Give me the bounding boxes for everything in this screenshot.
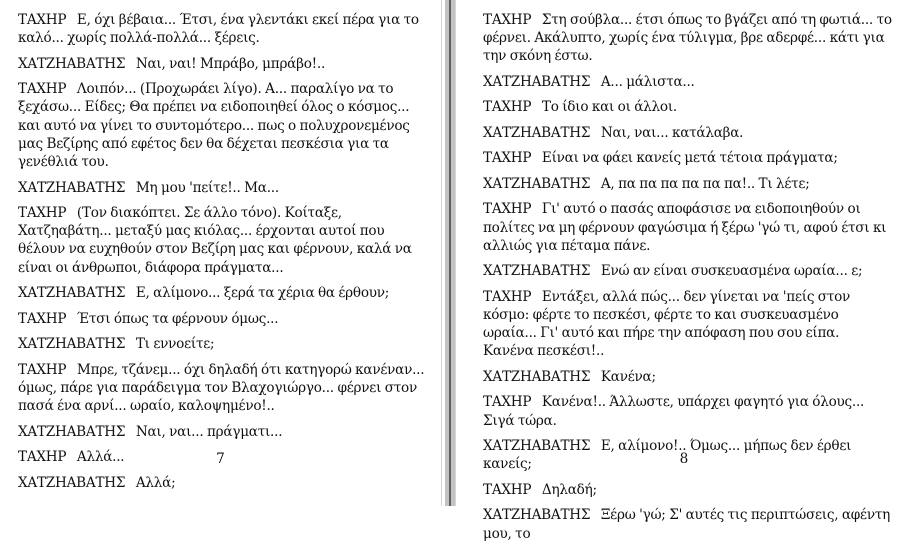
speaker-name: ΧΑΤΖΗΑΒΑΤΗΣ <box>483 368 591 385</box>
speaker-name: ΤΑΧΗΡ <box>483 99 532 116</box>
speaker-name: ΧΑΤΖΗΑΒΑΤΗΣ <box>483 175 591 192</box>
dialogue-text: Μπρε, τζάνεμ... όχι δηλαδή ότι κατηγορώ κανέναν... όμως, πάρε για παράδειγμα τον Βλαχογιώργο... φέρνει στον πασά ένα αρνί... ωραίο, καλοψημένο!.. <box>18 361 425 415</box>
dialogue-text: Λοιπόν... (Προχωράει λίγο). Α... παραλίγο να το ξεχάσω... Είδες; Θα πρέπει να ειδοποιηθεί όλος ο κόσμος... και αυτό να γίνει το συντομότερο... πως ο πολυχρονεμένος μας Βεζίρης από εφέτος δεν θα δέχεται πεσκέσια για τα γενέθλιά του. <box>18 81 410 171</box>
dialogue-text: Ναι, ναι... κατάλαβα. <box>600 124 744 141</box>
dialogue-paragraph <box>483 200 893 255</box>
page-7-content <box>18 11 428 499</box>
dialogue-paragraph <box>18 474 428 492</box>
dialogue-text: Ξέρω 'γώ; Σ' αυτές τις περιπτώσεις, αφέντη μου, το <box>483 507 891 542</box>
dialogue-paragraph <box>483 481 893 499</box>
speaker-name: ΧΑΤΖΗΑΒΑΤΗΣ <box>18 179 126 196</box>
dialogue-text: Ε, αλίμονο... ξερά τα χέρια θα έρθουν; <box>135 285 390 302</box>
speaker-name: ΧΑΤΖΗΑΒΑΤΗΣ <box>18 423 126 440</box>
speaker-name: ΤΑΧΗΡ <box>18 205 67 222</box>
dialogue-text: Είναι να φάει κανείς μετά τέτοια πράγματα; <box>541 150 838 167</box>
dialogue-paragraph <box>18 284 428 302</box>
dialogue-paragraph <box>18 80 428 171</box>
dialogue-paragraph <box>483 368 893 386</box>
dialogue-text: Στη σούβλα... έτσι όπως το βγάζει από τη φωτιά... το φέρνει. Ακάλυπτο, χωρίς ένα τύλιγμα, βρε αδερφέ... κάτι για την σκόνη έστω. <box>483 12 892 65</box>
dialogue-paragraph <box>483 288 893 361</box>
dialogue-paragraph <box>483 262 893 280</box>
speaker-name: ΤΑΧΗΡ <box>483 12 532 28</box>
speaker-name: ΤΑΧΗΡ <box>18 12 67 28</box>
dialogue-paragraph <box>18 361 428 416</box>
dialogue-text: Α... μάλιστα... <box>600 73 695 90</box>
speaker-name: ΧΑΤΖΗΑΒΑΤΗΣ <box>18 55 126 72</box>
dialogue-text: Κανένα!.. Άλλωστε, υπάρχει φαγητό για όλους... Σιγά τώρα. <box>483 394 865 429</box>
dialogue-paragraph <box>483 73 893 91</box>
page-separator-line <box>449 0 451 506</box>
dialogue-text: Ενώ αν είναι συσκευασμένα ωραία... ε; <box>600 263 863 280</box>
dialogue-paragraph <box>18 423 428 441</box>
dialogue-text: Ε, όχι βέβαια... Έτσι, ένα γλεντάκι εκεί πέρα για το καλό... χωρίς πολλά-πολλά... ξέρεις. <box>18 12 419 47</box>
speaker-name: ΤΑΧΗΡ <box>18 361 67 378</box>
dialogue-paragraph <box>18 335 428 353</box>
dialogue-text: Κανένα; <box>600 368 656 385</box>
dialogue-text: Αλλά... <box>76 449 125 466</box>
speaker-name: ΧΑΤΖΗΑΒΑΤΗΣ <box>18 285 126 302</box>
dialogue-text: Α, πα πα πα πα πα πα!.. Τι λέτε; <box>600 175 810 192</box>
speaker-name: ΧΑΤΖΗΑΒΑΤΗΣ <box>483 263 591 280</box>
dialogue-paragraph <box>18 179 428 197</box>
dialogue-text: (Τον διακόπτει. Σε άλλο τόνο). Κοίταξε, Χατζηαβάτη... μεταξύ μας κιόλας... έρχονται αυτοί που θέλουν να ευχηθούν στον Βεζίρη μας και φέρνουν, καλά να είναι οι άνθρωποι, διάφορα πράγματα... <box>18 205 412 276</box>
dialogue-paragraph <box>483 506 893 542</box>
dialogue-text: Ε, αλίμονο!.. Όμως... μήπως δεν έρθει κανείς; <box>483 438 852 473</box>
dialogue-text: Δηλαδή; <box>541 481 597 498</box>
speaker-name: ΤΑΧΗΡ <box>18 449 67 466</box>
dialogue-paragraph <box>18 204 428 277</box>
speaker-name: ΤΑΧΗΡ <box>483 481 532 498</box>
dialogue-text: Αλλά; <box>135 474 176 491</box>
dialogue-paragraph <box>483 124 893 142</box>
speaker-name: ΧΑΤΖΗΑΒΑΤΗΣ <box>483 507 591 524</box>
speaker-name: ΧΑΤΖΗΑΒΑΤΗΣ <box>483 438 591 455</box>
dialogue-paragraph <box>483 175 893 193</box>
dialogue-paragraph <box>18 55 428 73</box>
speaker-name: ΤΑΧΗΡ <box>483 288 532 305</box>
dialogue-text: Ναι, ναι... πράγματι... <box>135 423 283 440</box>
dialogue-text: Ναι, ναι! Μπράβο, μπράβο!.. <box>135 55 326 72</box>
dialogue-text: Έτσι όπως τα φέρνουν όμως... <box>76 310 279 327</box>
speaker-name: ΤΑΧΗΡ <box>483 201 532 218</box>
page-8 <box>456 0 901 542</box>
dialogue-text: Το ίδιο και οι άλλοι. <box>541 99 677 116</box>
dialogue-text: Τι εννοείτε; <box>135 336 215 353</box>
speaker-name: ΤΑΧΗΡ <box>18 81 67 98</box>
speaker-name: ΤΑΧΗΡ <box>483 394 532 411</box>
page-7 <box>0 0 441 506</box>
dialogue-paragraph <box>483 98 893 116</box>
dialogue-text: Μη μου 'πείτε!.. Μα... <box>135 179 279 196</box>
speaker-name: ΧΑΤΖΗΑΒΑΤΗΣ <box>483 124 591 141</box>
dialogue-paragraph <box>18 310 428 328</box>
speaker-name: ΤΑΧΗΡ <box>18 310 67 327</box>
speaker-name: ΧΑΤΖΗΑΒΑΤΗΣ <box>18 336 126 353</box>
dialogue-paragraph <box>483 149 893 167</box>
page-number: 8 <box>679 451 689 467</box>
page-8-content <box>483 11 893 550</box>
speaker-name: ΤΑΧΗΡ <box>483 150 532 167</box>
dialogue-text: Γι' αυτό ο πασάς αποφάσισε να ειδοποιηθούν οι πολίτες να μη φέρνουν φαγώσιμα ή ξέρω 'γώ τι, αφού έτσι κι αλλιώς για πέταμα πάνε. <box>483 201 887 254</box>
dialogue-paragraph <box>18 11 428 47</box>
speaker-name: ΧΑΤΖΗΑΒΑΤΗΣ <box>18 474 126 491</box>
dialogue-paragraph <box>483 393 893 429</box>
dialogue-paragraph <box>483 11 893 66</box>
dialogue-text: Εντάξει, αλλά πώς... δεν γίνεται να 'πείς στον κόσμο: φέρτε το πεσκέσι, φέρτε το και συσκευασμένο ωραία... Γι' αυτό και πήρε την απόφαση που σου είπα. Κανένα πεσκέσι!.. <box>483 288 851 360</box>
speaker-name: ΧΑΤΖΗΑΒΑΤΗΣ <box>483 73 591 90</box>
page-number: 7 <box>216 451 225 467</box>
